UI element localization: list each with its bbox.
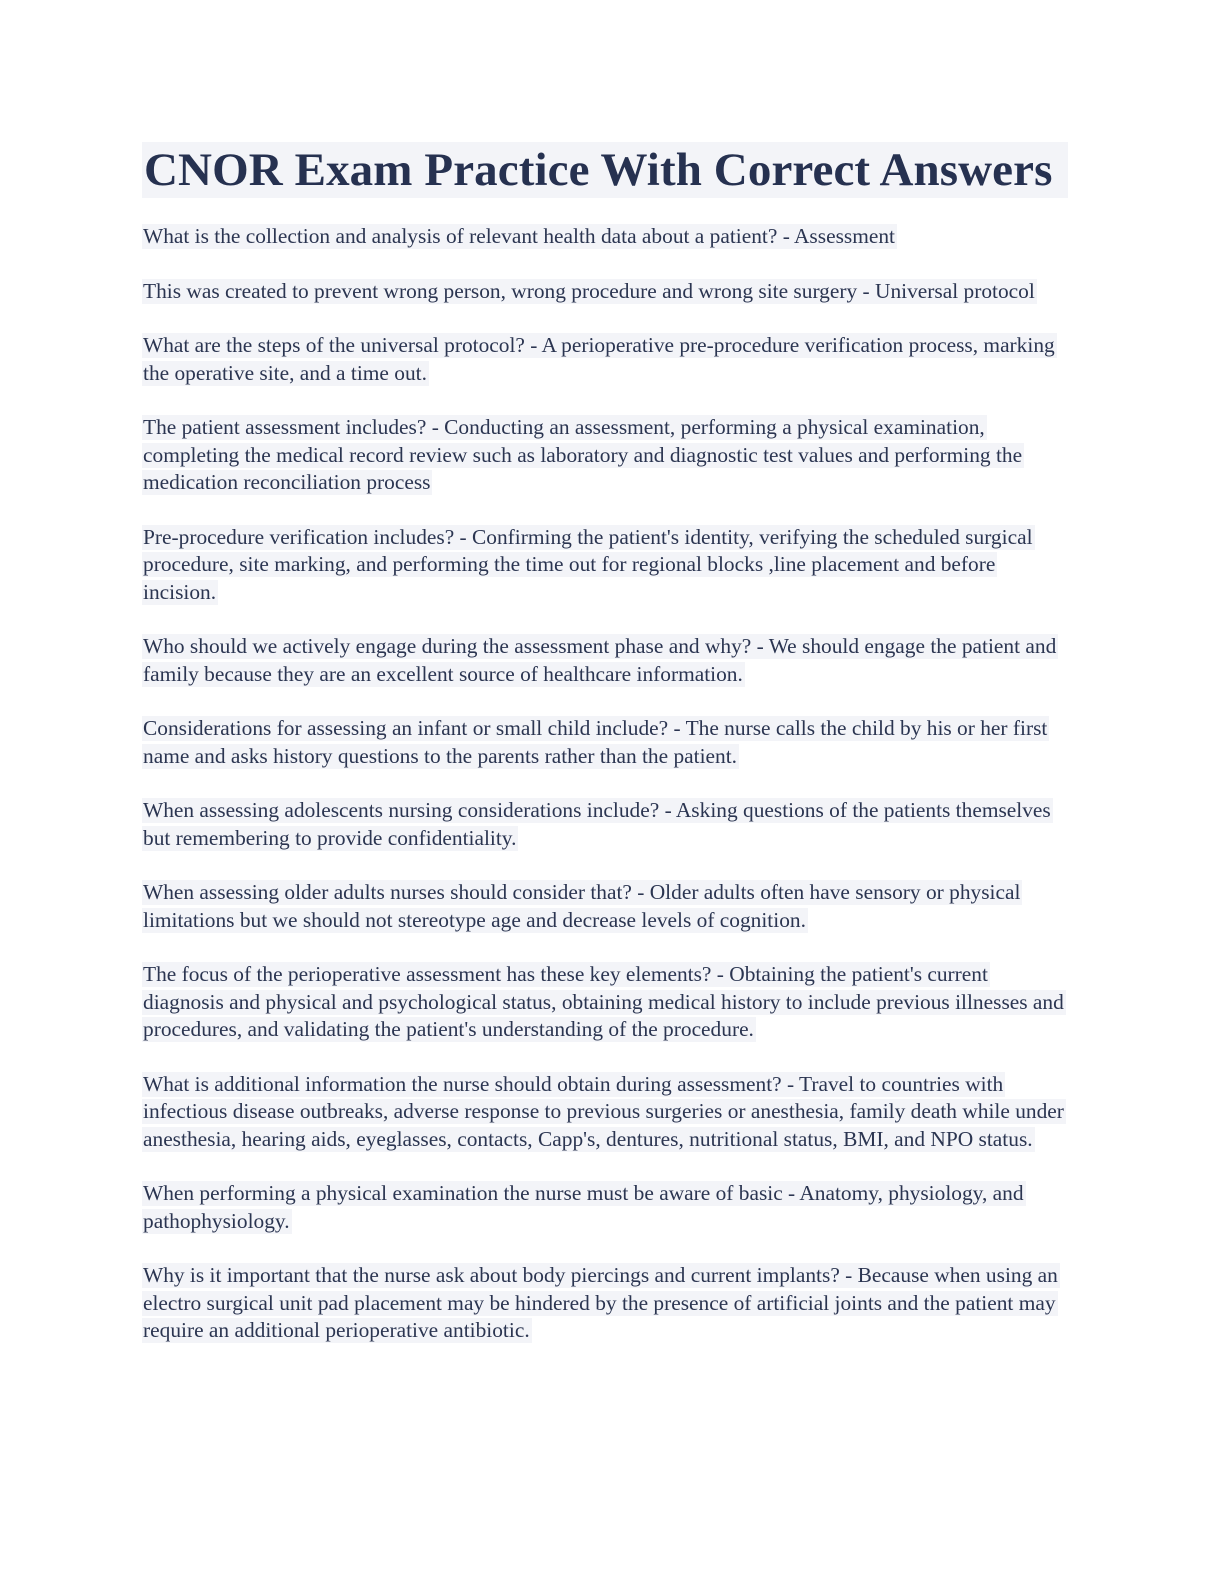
qa-text: Who should we actively engage during the assessment phase and why? - We should engage the patient and family because they are an excellent source of healthcare information. <box>143 634 1057 686</box>
qa-text: Pre-procedure verification includes? - Confirming the patient's identity, verifying the scheduled surgical procedure, site marking, and performing the time out for regional blocks ,line placement and before incision. <box>143 524 1033 604</box>
qa-item <box>142 414 1072 497</box>
qa-text: What is the collection and analysis of relevant health data about a patient? - Assessment <box>143 224 895 248</box>
qa-item <box>142 332 1072 387</box>
qa-text: When assessing older adults nurses should consider that? - Older adults often have sensory or physical limitations but we should not stereotype age and decrease levels of cognition. <box>143 880 1021 932</box>
qa-item <box>142 524 1072 607</box>
qa-item <box>142 715 1072 770</box>
qa-item <box>142 879 1072 934</box>
qa-item <box>142 1180 1072 1235</box>
qa-item <box>142 797 1072 852</box>
qa-text: Considerations for assessing an infant or small child include? - The nurse calls the child by his or her first name and asks history questions to the parents rather than the patient. <box>143 716 1048 768</box>
qa-text: What are the steps of the universal protocol? - A perioperative pre-procedure verification process, marking the operative site, and a time out. <box>143 333 1055 385</box>
qa-item <box>142 1262 1072 1345</box>
qa-item <box>142 1071 1072 1154</box>
document-title: CNOR Exam Practice With Correct Answers <box>142 142 1068 198</box>
qa-text: The focus of the perioperative assessment has these key elements? - Obtaining the patient's current diagnosis and physical and psychological status, obtaining medical history to include previous illnesses and procedures, and validating the patient's understanding of the procedure. <box>143 962 1064 1041</box>
qa-item <box>142 961 1072 1044</box>
qa-text: When performing a physical examination the nurse must be aware of basic - Anatomy, physiology, and pathophysiology. <box>143 1181 1024 1233</box>
qa-item <box>142 223 1072 251</box>
qa-text: When assessing adolescents nursing considerations include? - Asking questions of the patients themselves but remembering to provide confidentiality. <box>143 798 1051 850</box>
qa-text: The patient assessment includes? - Conducting an assessment, performing a physical examination, completing the medical record review such as laboratory and diagnostic test values and performing the medication reconciliation process <box>143 415 1023 494</box>
qa-text: Why is it important that the nurse ask about body piercings and current implants? - Because when using an electro surgical unit pad placement may be hindered by the presence of artificial joints and the patient may require an additional perioperative antibiotic. <box>143 1263 1058 1342</box>
qa-item <box>142 278 1072 306</box>
qa-text: This was created to prevent wrong person, wrong procedure and wrong site surgery - Universal protocol <box>143 278 1035 303</box>
qa-item <box>142 633 1072 688</box>
qa-text: What is additional information the nurse should obtain during assessment? - Travel to countries with infectious disease outbreaks, adverse response to previous surgeries or anesthesia, family death while under anesthesia, hearing aids, eyeglasses, contacts, Capp's, dentures, nutritional status, BMI, and NPO status. <box>143 1071 1064 1151</box>
document-page <box>142 142 1072 1372</box>
